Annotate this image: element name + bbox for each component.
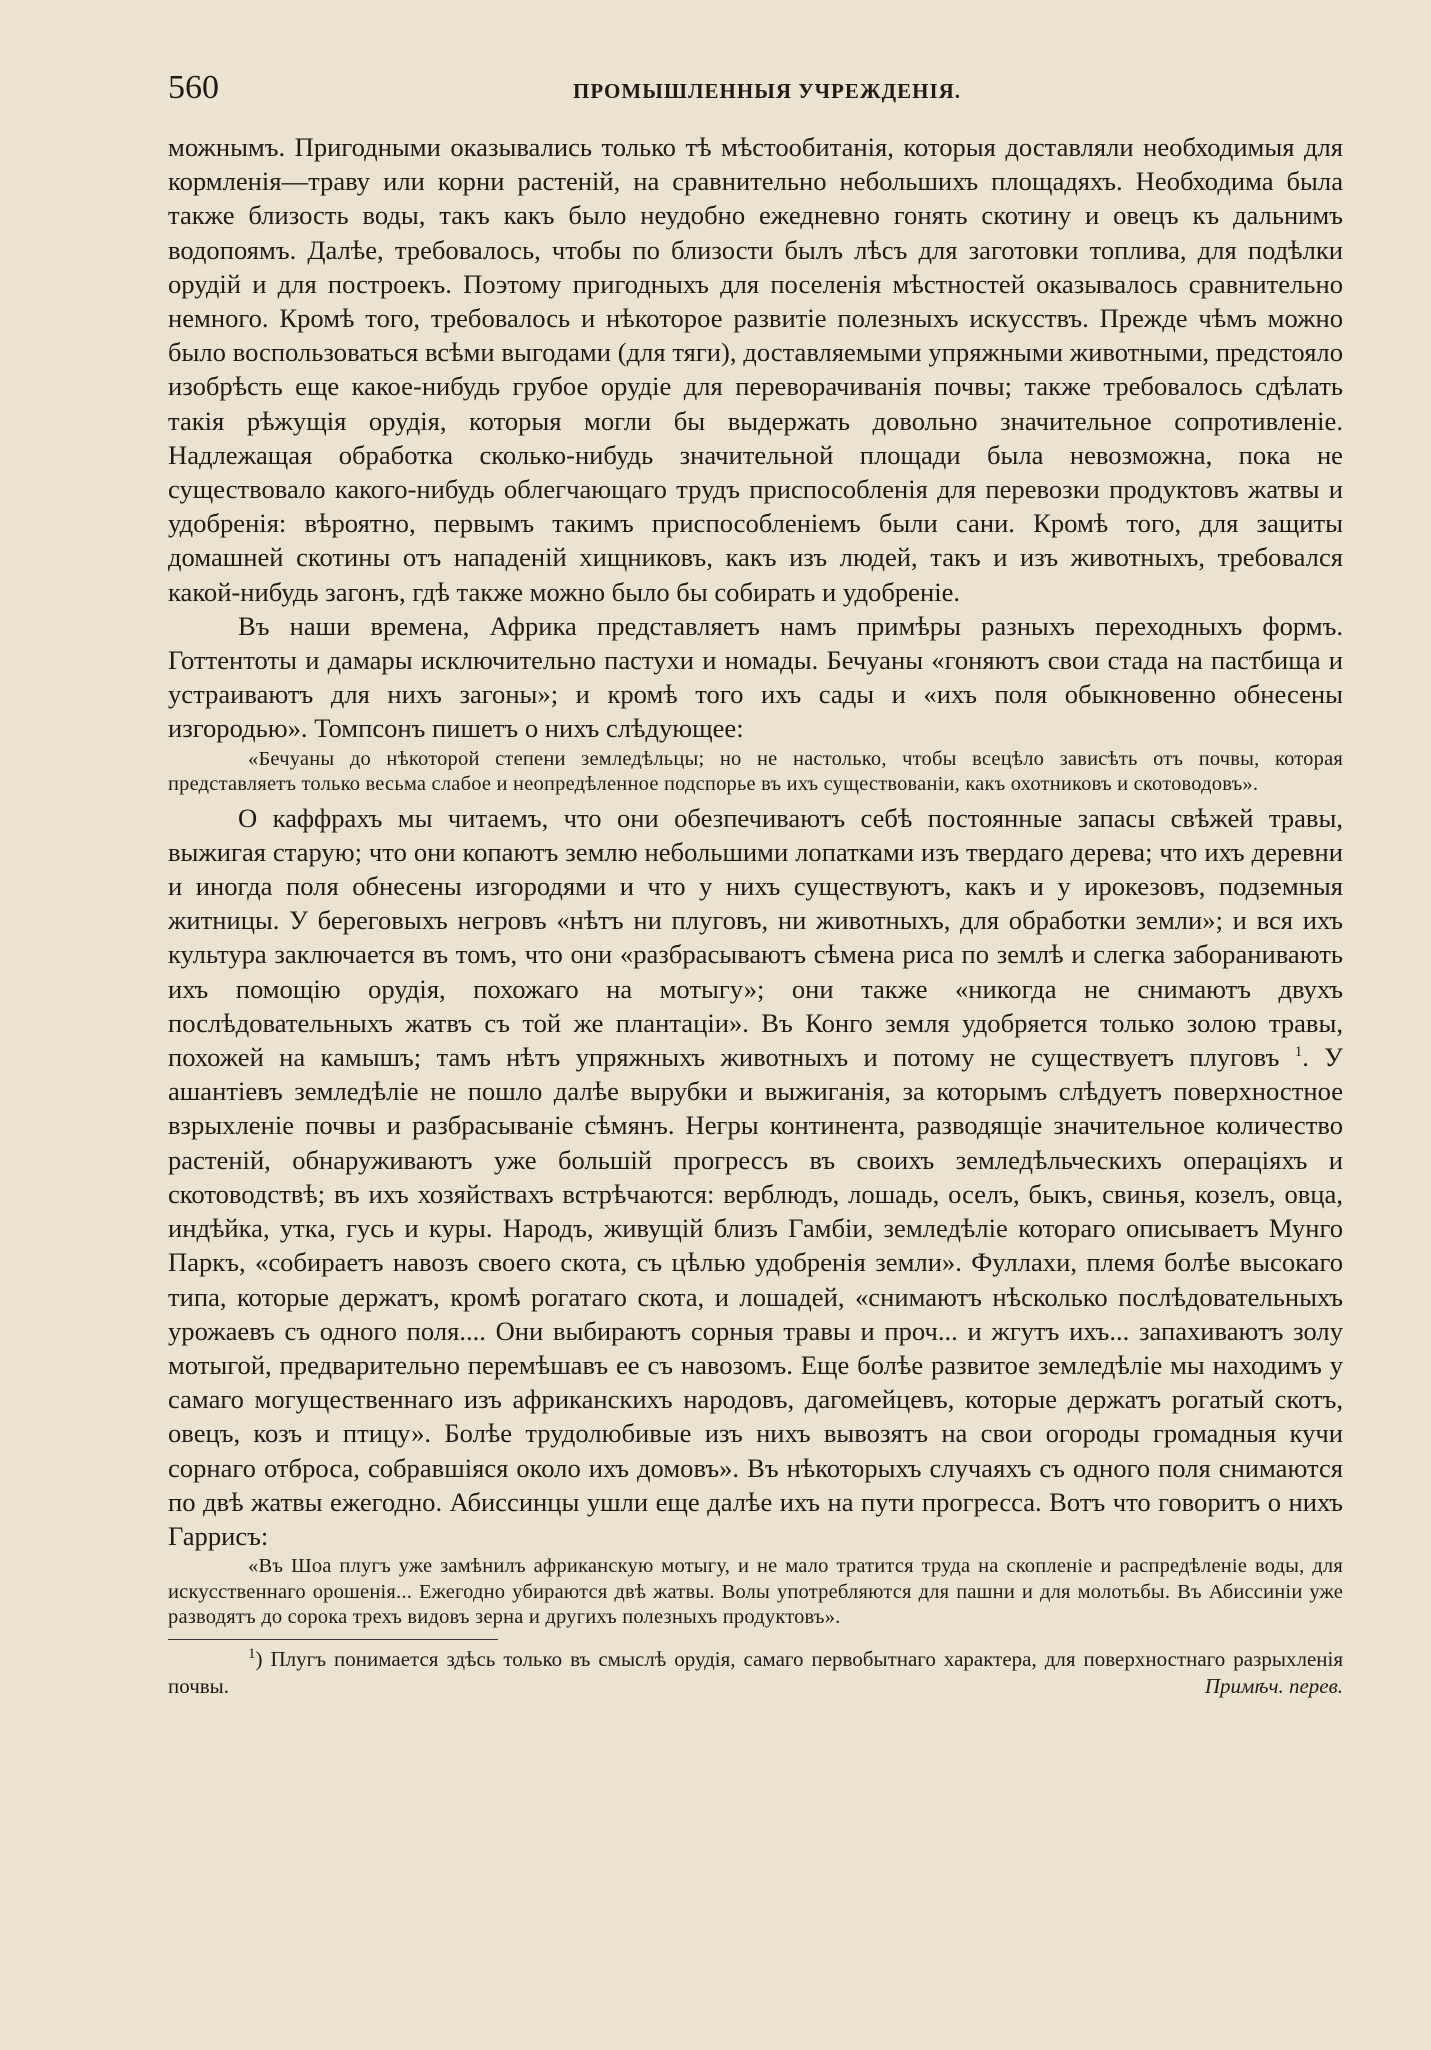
footnote [168,1646,1343,1700]
running-head: ПРОМЫШЛЕННЫЯ УЧРЕЖДЕНІЯ. [573,79,962,103]
footnote-marker: 1 [248,1645,256,1662]
paragraph-3 [168,801,1343,1553]
paragraph-2: Въ наши времена, Африка представляетъ намъ примѣры разныхъ переходныхъ формъ. Готтентоты и дамары исключительно пастухи и номады. Бечуаны «гоняютъ свои стада на пастбища и устраиваютъ для нихъ загоны»; и кромѣ того ихъ сады и «ихъ поля обыкновенно обнесены изгородью». Томпсонъ пишетъ о нихъ слѣдующее: [168,610,1343,744]
block-quote-2: «Въ Шоа плугъ уже замѣнилъ африканскую мотыгу, и не мало тратится труда на скопленіе и распредѣленіе воды, для искусственнаго орошенія... Ежегодно убираются двѣ жатвы. Волы употребляются для пашни и для молотьбы. Въ Абиссиніи уже разводятъ до сорока трехъ видовъ зерна и другихъ полезныхъ продуктовъ». [168,1555,1343,1629]
page-header [168,68,1343,112]
footnote-divider [168,1639,498,1640]
footnote-ref: 1 [1294,1044,1303,1061]
paragraph-1: можнымъ. Пригодными оказывались только тѣ мѣстообитанія, которыя доставляли необходимыя для кормленія—траву или корни растеній, на сравнительно небольшихъ площадяхъ. Необходима была также близость воды, такъ какъ было неудобно ежедневно гонять скотину и овецъ къ дальнимъ водопоямъ. Далѣе, требовалось, чтобы по близости былъ лѣсъ для заготовки топлива, для подѣлки орудій и для построекъ. Поэтому пригодныхъ для поселенія мѣстностей оказывалось сравнительно немного. Кромѣ того, требовалось и нѣкоторое развитіе полезныхъ искусствъ. Прежде чѣмъ можно было воспользоваться всѣми выгодами (для тяги), доставляемыми упряжными животными, предстояло изобрѣсть еще какое-нибудь грубое орудіе для переворачиванія почвы; также требовалось сдѣлать такія рѣжущія орудія, которыя могли бы выдержать довольно значительное сопротивленіе. Надлежащая обработка сколько-нибудь значительной площади была невозможна, пока не существовало какого-нибудь облегчающаго трудъ приспособленія для перевозки продуктовъ жатвы и удобренія: вѣроятно, первымъ такимъ приспособленіемъ были сани. Кромѣ того, для защиты домашней скотины отъ нападеній хищниковъ, какъ изъ людей, такъ и изъ животныхъ, требовался какой-нибудь загонъ, гдѣ также можно было бы собирать и удобреніе. [168,132,1343,607]
page-number: 560 [168,69,219,106]
block-quote-1: «Бечуаны до нѣкоторой степени земледѣльцы; но не настолько, чтобы всецѣло зависѣть отъ почвы, которая представляетъ только весьма слабое и неопредѣленное подспорье въ ихъ существованіи, какъ охотниковъ и скотоводовъ». [168,747,1343,796]
footnote-attribution: Примѣч. перев. [1204,1673,1343,1698]
body-text [168,130,1343,1700]
paragraph-3-part-b: . У ашантіевъ земледѣліе не пошло далѣе вырубки и выжиганія, за которымъ слѣдуетъ поверхностное взрыхленіе почвы и разбрасываніе сѣмянъ. Негры континента, разводящіе значительное количество растеній, обнаруживаютъ уже большій прогрессъ въ своихъ земледѣльческихъ операціяхъ и скотоводствѣ; въ ихъ хозяйствахъ встрѣчаются: верблюдъ, лошадь, оселъ, быкъ, свинья, козелъ, овца, индѣйка, утка, гусь и куры. Народъ, живущій близъ Гамбіи, земледѣліе котораго описываетъ Мунго Паркъ, «собираетъ навозъ своего скота, съ цѣлью удобренія земли». Фуллахи, племя болѣе высокаго типа, которые держатъ, кромѣ рогатаго скота, и лошадей, «снимаютъ нѣсколько послѣдовательныхъ урожаевъ съ одного поля.... Они выбираютъ сорныя травы и проч... и жгутъ ихъ... запахиваютъ золу мотыгой, предварительно перемѣшавъ ее съ навозомъ. Еще болѣе развитое земледѣліе мы находимъ у самаго могущественнаго изъ африканскихъ народовъ, дагомейцевъ, которые держатъ рогатый скотъ, овецъ, козъ и птицу». Болѣе трудолюбивые изъ нихъ вывозятъ на свои огороды громадныя кучи сорнаго отброса, собравшіяся около ихъ домовъ». Въ нѣкоторыхъ случаяхъ съ одного поля снимаются по двѣ жатвы ежегодно. Абиссинцы ушли еще далѣе ихъ на пути прогресса. Вотъ что говоритъ о нихъ Гаррисъ: [168,1042,1343,1551]
footnote-text: ) Плугъ понимается здѣсь только въ смыслѣ орудія, самаго первобытнаго характера, для поверхностнаго разрыхленія почвы. [168,1646,1343,1698]
paragraph-3-part-a: О каффрахъ мы читаемъ, что они обезпечиваютъ себѣ постоянные запасы свѣжей травы, выжигая старую; что они копаютъ землю небольшими лопатками изъ твердаго дерева; что ихъ деревни и иногда поля обнесены изгородями и что у нихъ существуютъ, какъ и у ирокезовъ, подземныя житницы. У береговыхъ негровъ «нѣтъ ни плуговъ, ни животныхъ, для обработки земли»; и вся ихъ культура заключается въ томъ, что они «разбрасываютъ сѣмена риса по землѣ и слегка заборанивають ихъ помощію орудія, похожаго на мотыгу»; они также «никогда не снимаютъ двухъ послѣдовательныхъ жатвъ съ той же плантаціи». Въ Конго земля удобряется только золою травы, похожей на камышъ; тамъ нѣтъ упряжныхъ животныхъ и потому не существуетъ плуговъ [168,802,1343,1073]
